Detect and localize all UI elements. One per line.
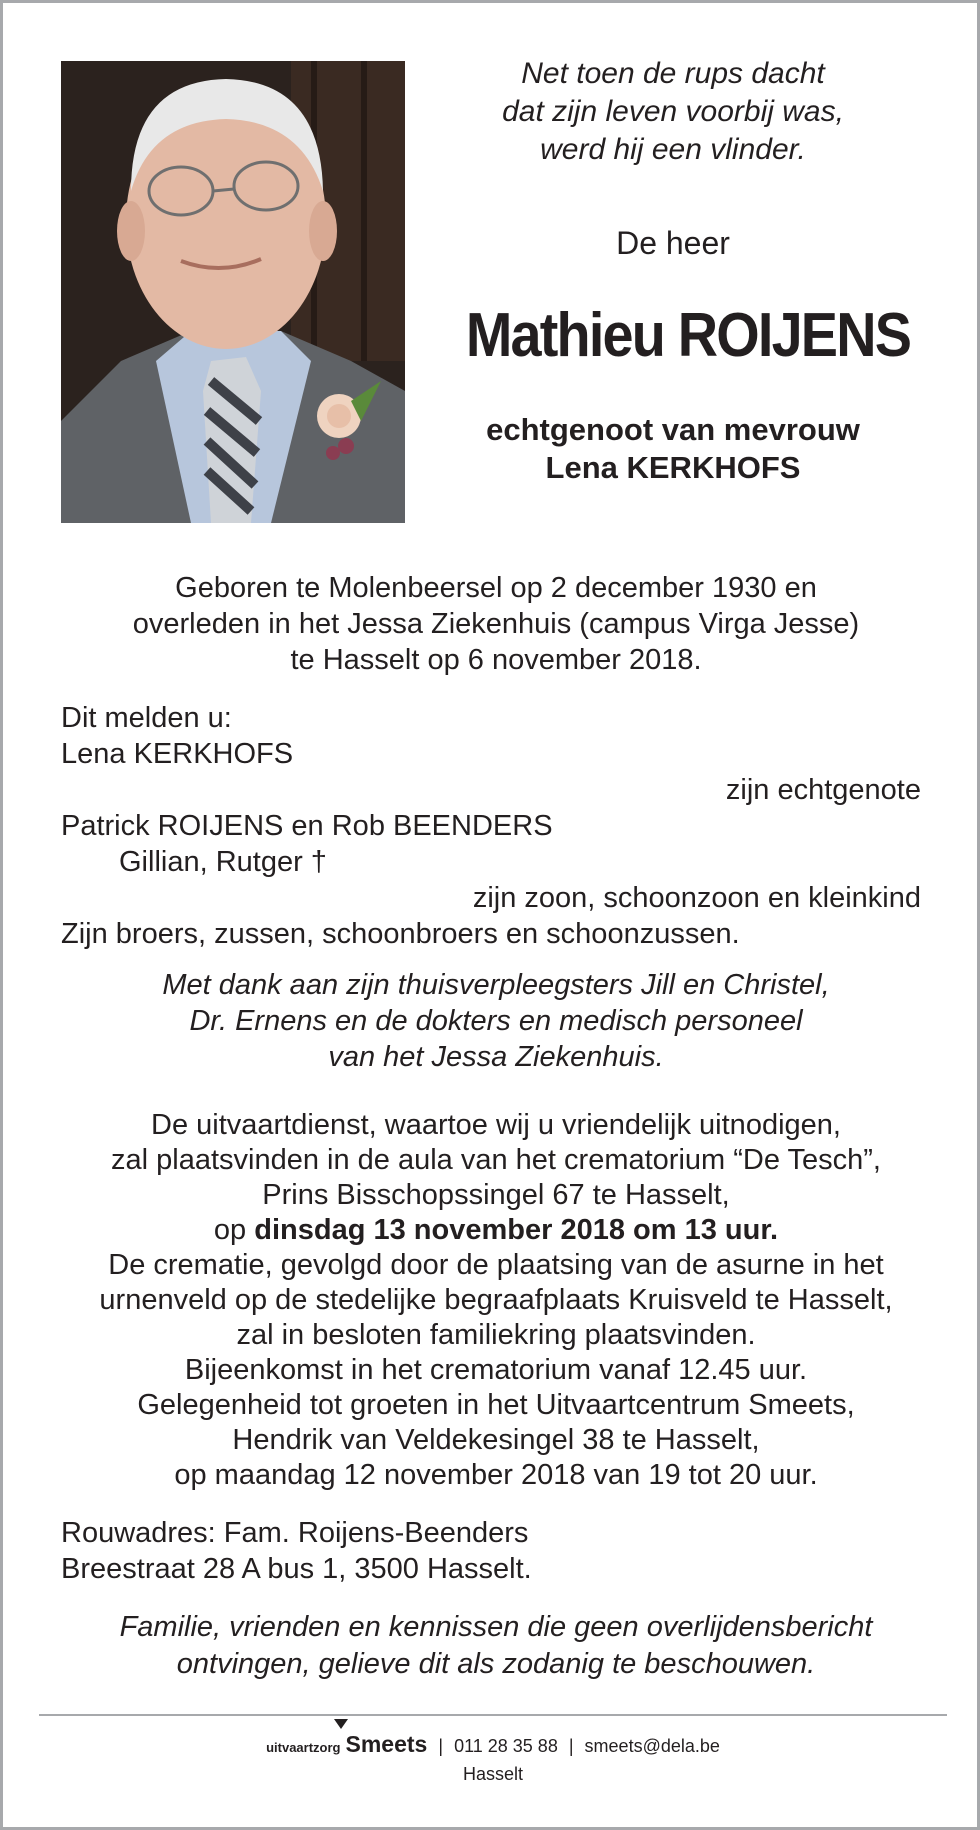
grandchildren-names: Gillian, Rutger † <box>119 846 327 878</box>
spouse-line: Lena KERKHOFS <box>545 450 801 485</box>
ceremony-date-prefix: op <box>213 1214 255 1246</box>
closing-note <box>61 1609 931 1683</box>
birth-death-info <box>61 570 931 678</box>
ceremony-line: Prins Bisschopssingel 67 te Hasselt, <box>262 1179 730 1211</box>
address-line: Rouwadres: Fam. Roijens-Beenders <box>61 1517 529 1549</box>
ceremony-info <box>61 1108 931 1493</box>
spouse-name: Lena KERKHOFS <box>61 738 294 770</box>
thanks-line: van het Jessa Ziekenhuis. <box>328 1041 664 1073</box>
poem-line: dat zijn leven voorbij was, <box>502 95 844 128</box>
footer-contact-line <box>3 1731 980 1761</box>
spouse-line: echtgenoot van mevrouw <box>486 412 860 447</box>
honorific: De heer <box>616 225 730 261</box>
logo-prefix: uitvaartzorg <box>266 1740 341 1755</box>
closing-line: Familie, vrienden en kennissen die geen overlijdensbericht <box>119 1611 873 1643</box>
ceremony-line: De crematie, gevolgd door de plaatsing van de asurne in het <box>108 1249 884 1281</box>
children-role: zijn zoon, schoonzoon en kleinkind <box>472 882 921 914</box>
announce-intro: Dit melden u: <box>61 702 232 734</box>
family-announcement <box>61 700 921 952</box>
children-names: Patrick ROIJENS en Rob BEENDERS <box>61 810 553 842</box>
poem-line: werd hij een vlinder. <box>540 133 806 166</box>
spouse-info <box>433 411 913 487</box>
ceremony-line: De uitvaartdienst, waartoe wij u vriendelijk uitnodigen, <box>151 1109 841 1141</box>
poem-line: Net toen de rups dacht <box>521 57 825 90</box>
deceased-name: Mathieu ROIJENS <box>465 301 911 370</box>
footer-city: Hasselt <box>462 1764 524 1784</box>
siblings: Zijn broers, zussen, schoonbroers en schoonzussen. <box>61 918 740 950</box>
poem <box>443 55 903 169</box>
ceremony-date-line <box>61 1213 931 1248</box>
ceremony-line: zal in besloten familiekring plaatsvinden. <box>236 1319 756 1351</box>
birth-line: Geboren te Molenbeersel op 2 december 1930 en <box>175 572 817 604</box>
funeral-home-footer <box>3 1731 980 1787</box>
portrait-photo <box>61 61 405 523</box>
mourning-address <box>61 1515 921 1587</box>
thanks-line: Dr. Ernens en de dokters en medisch personeel <box>189 1005 803 1037</box>
footer-divider <box>39 1714 947 1716</box>
separator: | <box>438 1736 444 1756</box>
logo-triangle-icon <box>334 1719 348 1729</box>
ceremony-line: Gelegenheid tot groeten in het Uitvaartcentrum Smeets, <box>137 1389 855 1421</box>
thanks-message <box>61 967 931 1075</box>
ceremony-line: Hendrik van Veldekesingel 38 te Hasselt, <box>232 1424 760 1456</box>
ceremony-line: zal plaatsvinden in de aula van het crematorium “De Tesch”, <box>111 1144 881 1176</box>
thanks-line: Met dank aan zijn thuisverpleegsters Jill en Christel, <box>162 969 830 1001</box>
logo-brand <box>346 1731 428 1757</box>
ceremony-line: Bijeenkomst in het crematorium vanaf 12.45 uur. <box>184 1354 808 1386</box>
ceremony-line: op maandag 12 november 2018 van 19 tot 20 uur. <box>174 1459 818 1491</box>
separator: | <box>568 1736 574 1756</box>
email-address[interactable]: smeets@dela.be <box>584 1736 720 1756</box>
spouse-role: zijn echtgenote <box>725 774 921 806</box>
address-line: Breestraat 28 A bus 1, 3500 Hasselt. <box>61 1553 532 1585</box>
ceremony-line: urnenveld op de stedelijke begraafplaats Kruisveld te Hasselt, <box>99 1284 893 1316</box>
birth-line: overleden in het Jessa Ziekenhuis (campus Virga Jesse) <box>132 608 860 640</box>
birth-line: te Hasselt op 6 november 2018. <box>290 644 702 676</box>
logo-brand-text: Smeets <box>345 1731 428 1757</box>
closing-line: ontvingen, gelieve dit als zodanig te beschouwen. <box>176 1648 816 1680</box>
phone-number: 011 28 35 88 <box>454 1736 558 1756</box>
ceremony-date: dinsdag 13 november 2018 om 13 uur. <box>254 1214 779 1246</box>
